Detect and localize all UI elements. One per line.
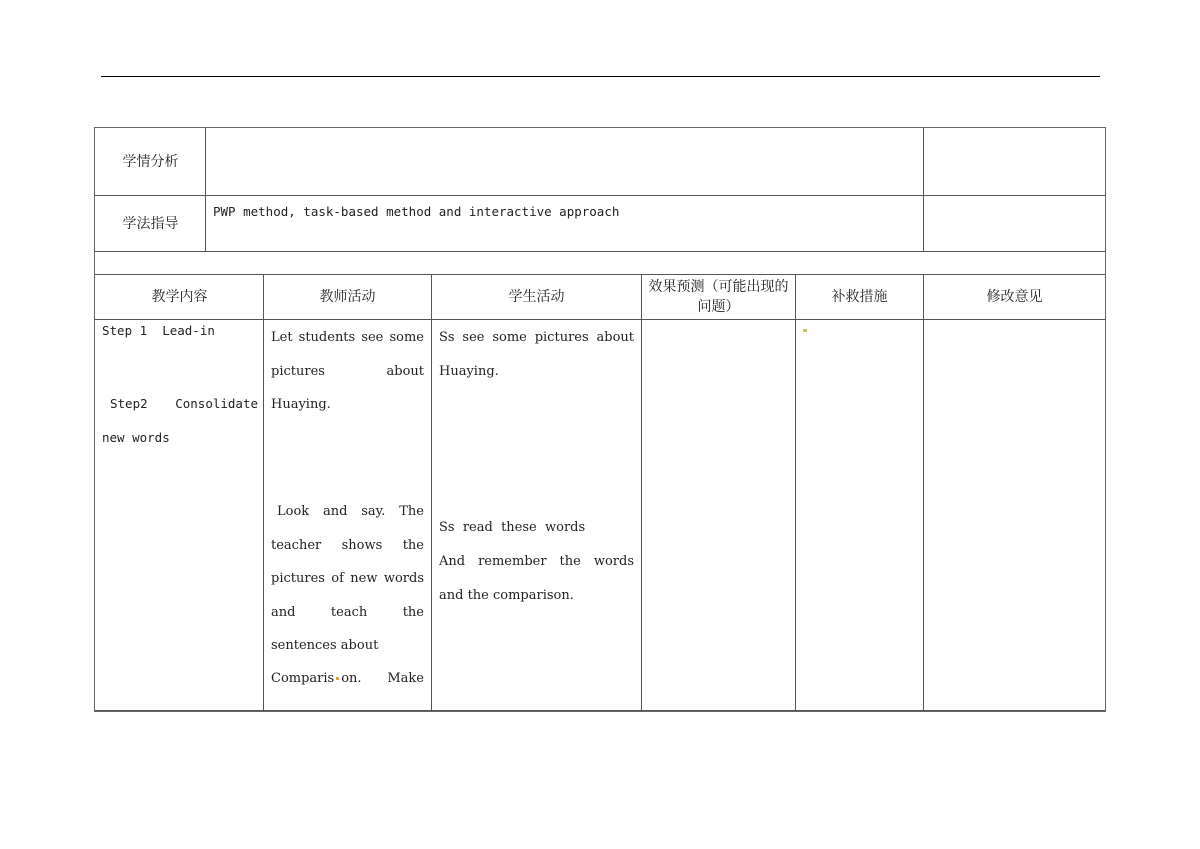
header-content: 教学内容 xyxy=(151,289,208,305)
teacher-last-word-b: on. xyxy=(341,671,362,686)
teacher-last-word-a: Comparis xyxy=(271,671,335,686)
analysis-content xyxy=(206,129,923,195)
row-divider xyxy=(95,319,1105,320)
header-teacher: 教师活动 xyxy=(319,289,376,305)
column-divider xyxy=(795,274,796,710)
column-divider xyxy=(263,274,264,710)
row-divider xyxy=(95,710,1105,711)
small-mark xyxy=(803,329,807,332)
spacer-row xyxy=(96,252,1105,274)
row-divider xyxy=(95,195,1105,196)
content-step1: Step 1 Lead-in xyxy=(102,323,215,338)
header-remedy: 补救措施 xyxy=(831,289,888,305)
student-para-1: Ss see some pictures about Huaying. xyxy=(439,330,634,379)
content-step2: Step2 Consolidate new words xyxy=(102,396,258,445)
student-para-2-line1: Ss read these words xyxy=(439,520,586,535)
teacher-last-word-c: Make xyxy=(387,671,424,686)
header-revise: 修改意见 xyxy=(986,289,1043,305)
student-para-2: And remember the words and the comparison. xyxy=(439,554,634,603)
analysis-remark xyxy=(924,129,1105,195)
guide-label: 学法指导 xyxy=(122,215,179,232)
guide-text: PWP method, task-based method and interactive approach xyxy=(213,204,620,219)
highlight-mark xyxy=(336,677,339,680)
column-divider xyxy=(923,274,924,710)
column-divider xyxy=(431,274,432,710)
column-divider xyxy=(641,274,642,710)
teacher-para-1: Let students see some pictures about Huaying. xyxy=(271,330,424,412)
teacher-para-2: Look and say. The teacher shows the pictures of new words and teach the sentences about xyxy=(271,504,424,653)
header-effect: 效果预测（可能出现的问题） xyxy=(648,279,789,315)
header-rule xyxy=(101,76,1100,77)
teacher-para-2-last xyxy=(271,662,424,696)
header-student: 学生活动 xyxy=(508,289,565,305)
analysis-label: 学情分析 xyxy=(122,154,179,170)
